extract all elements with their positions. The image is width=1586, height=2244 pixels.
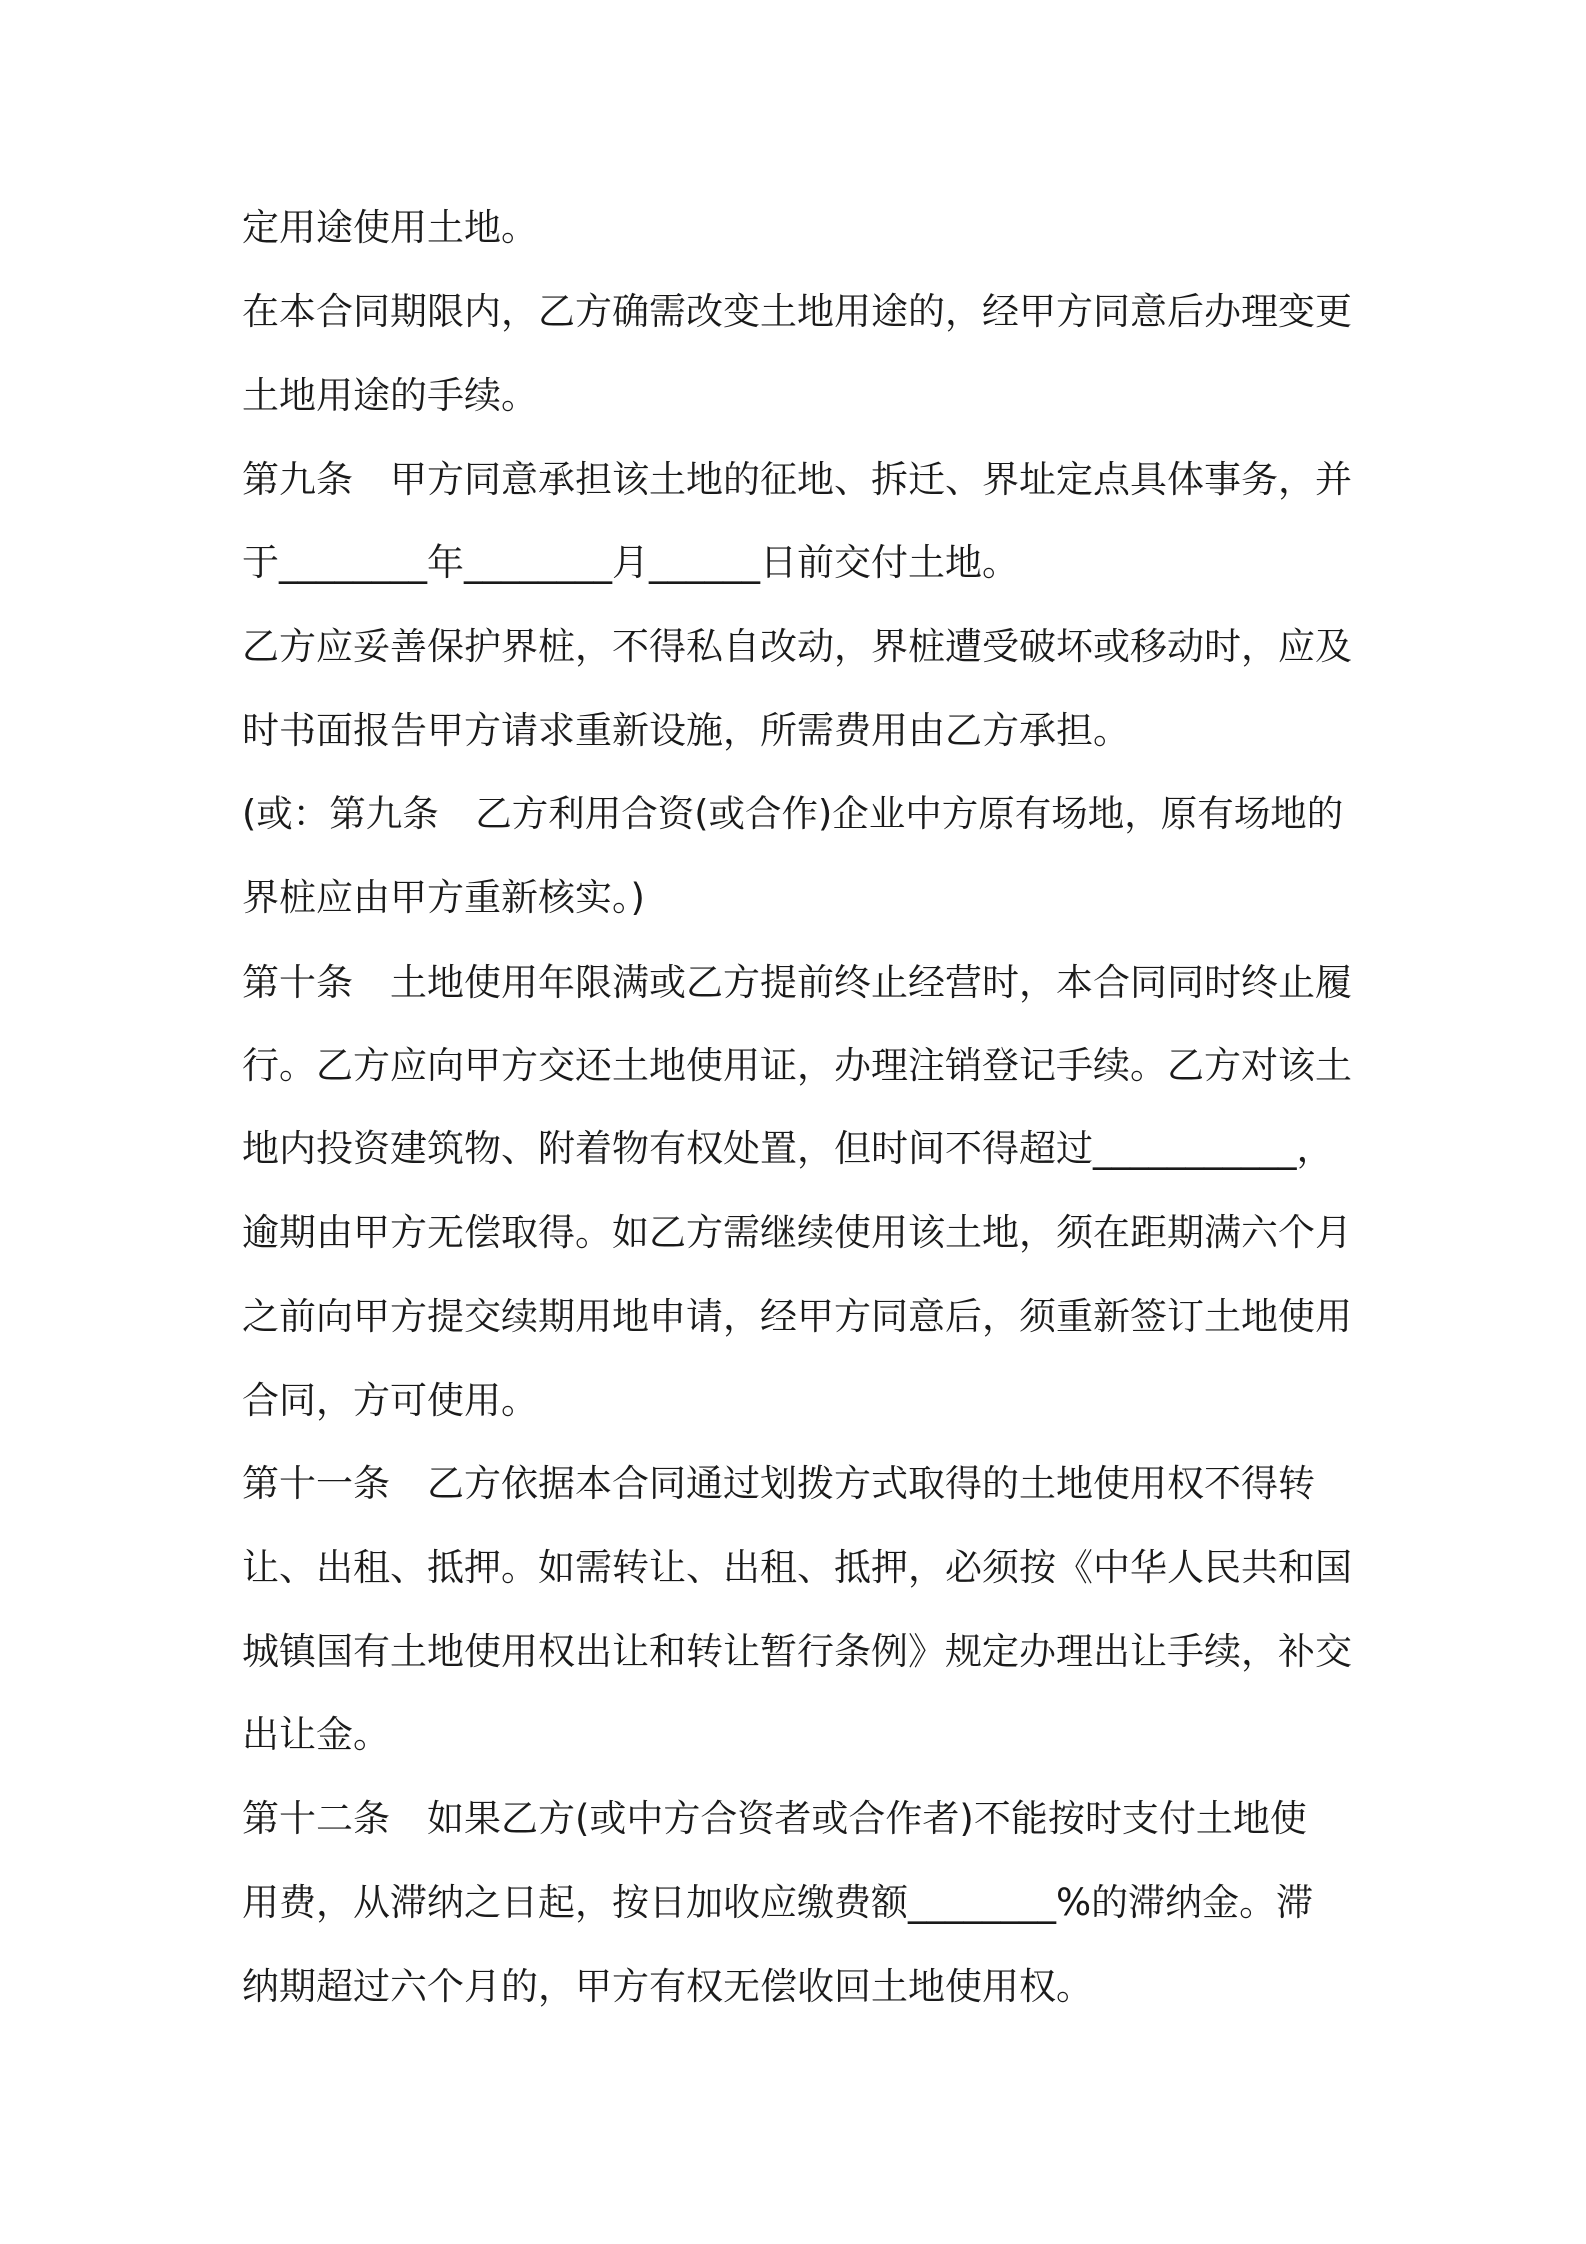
text-line-12: 地内投资建筑物、附着物有权处置，但时间不得超过___________， <box>242 1127 1334 1170</box>
text-line-8: (或：第九条 乙方利用合资(或合作)企业中方原有场地，原有场地的 <box>242 792 1344 835</box>
text-line-10: 第十条 土地使用年限满或乙方提前终止经营时，本合同同时终止履 <box>242 961 1352 1004</box>
text-line-17: 让、出租、抵押。如需转让、出租、抵押，必须按《中华人民共和国 <box>242 1546 1352 1589</box>
text-line-19: 出让金。 <box>242 1713 390 1756</box>
text-line-9: 界桩应由甲方重新核实。) <box>242 876 645 919</box>
text-line-18: 城镇国有土地使用权出让和转让暂行条例》规定办理出让手续，补交 <box>242 1630 1352 1673</box>
text-line-11: 行。乙方应向甲方交还土地使用证，办理注销登记手续。乙方对该土 <box>242 1044 1352 1087</box>
text-line-14: 之前向甲方提交续期用地申请，经甲方同意后，须重新签订土地使用 <box>242 1295 1352 1338</box>
text-line-5: 于________年________月______日前交付土地。 <box>242 541 1019 584</box>
text-line-6: 乙方应妥善保护界桩，不得私自改动，界桩遭受破坏或移动时，应及 <box>242 625 1352 668</box>
text-line-21: 用费，从滞纳之日起，按日加收应缴费额________%的滞纳金。滞 <box>242 1881 1314 1924</box>
text-line-3: 土地用途的手续。 <box>242 374 538 417</box>
text-line-13: 逾期由甲方无偿取得。如乙方需继续使用该土地，须在距期满六个月 <box>242 1211 1352 1254</box>
text-line-20: 第十二条 如果乙方(或中方合资者或合作者)不能按时支付土地使 <box>242 1797 1307 1840</box>
text-line-2: 在本合同期限内，乙方确需改变土地用途的，经甲方同意后办理变更 <box>242 290 1352 333</box>
text-line-7: 时书面报告甲方请求重新设施，所需费用由乙方承担。 <box>242 709 1130 752</box>
text-line-15: 合同，方可使用。 <box>242 1379 538 1422</box>
text-line-4: 第九条 甲方同意承担该土地的征地、拆迁、界址定点具体事务，并 <box>242 458 1352 501</box>
text-line-1: 定用途使用土地。 <box>242 206 538 249</box>
text-line-16: 第十一条 乙方依据本合同通过划拨方式取得的土地使用权不得转 <box>242 1462 1315 1505</box>
text-line-22: 纳期超过六个月的，甲方有权无偿收回土地使用权。 <box>242 1965 1093 2008</box>
